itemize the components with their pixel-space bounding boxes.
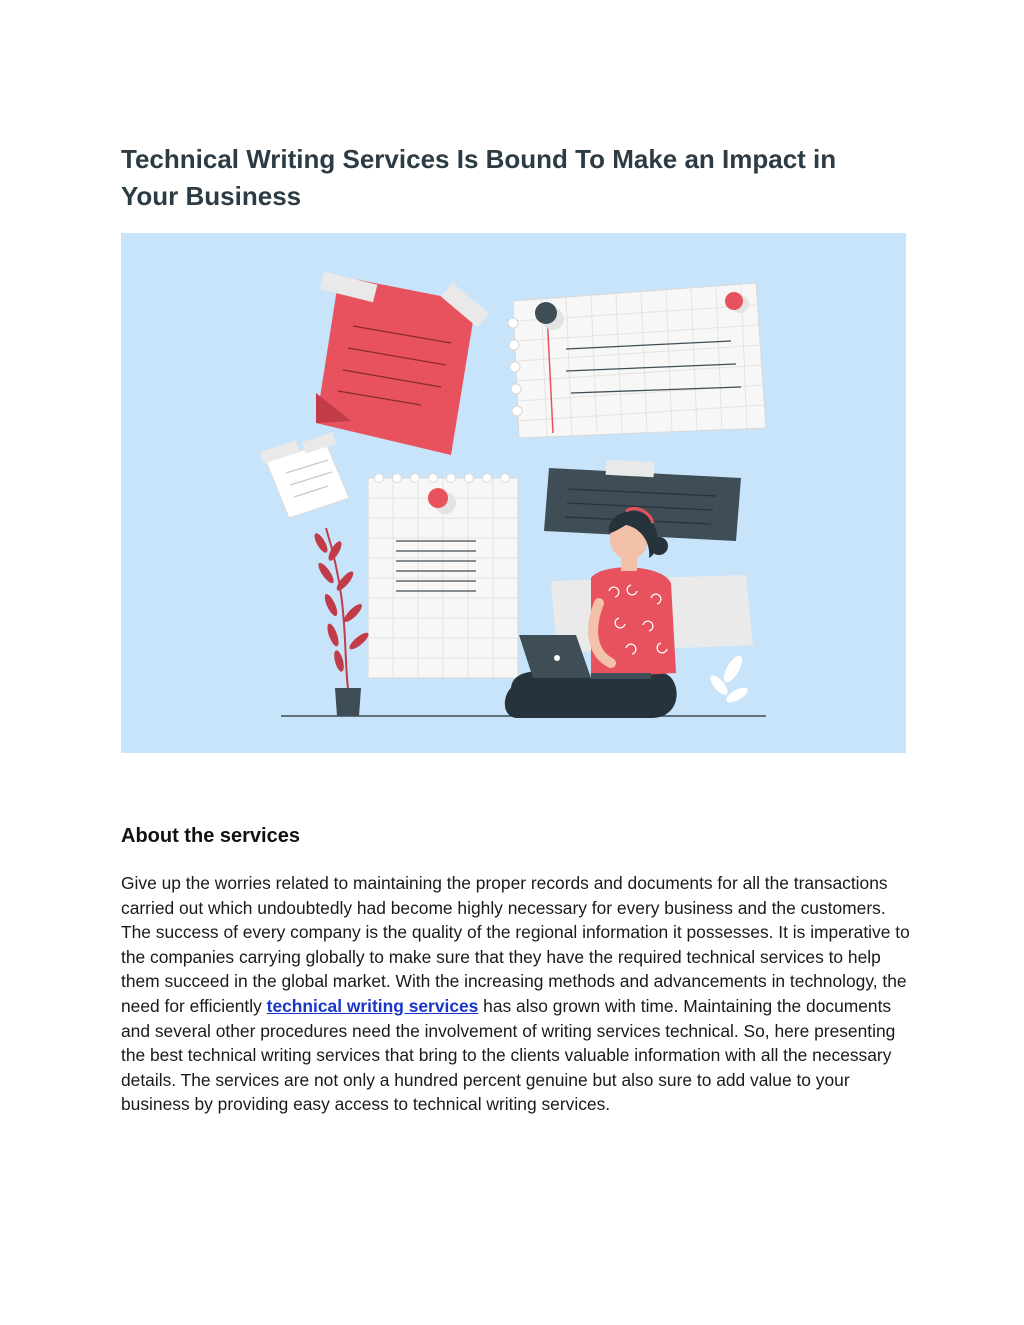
body-paragraph: [121, 871, 911, 1117]
notebook-page-middle-icon: [368, 474, 518, 679]
page-title: Technical Writing Services Is Bound To Make an Impact in Your Business: [121, 144, 837, 211]
person-with-laptop-icon: [505, 509, 677, 718]
small-paper-note-icon: [260, 432, 349, 518]
technical-writing-services-link[interactable]: technical writing services: [266, 995, 479, 1016]
paragraph-text-before-link: Give up the worries related to maintaining the proper records and documents for all the transactions carried out which undoubtedly had become highly necessary for every business and the customers. The success of every company is the quality of the regional information it possesses. It is imperative to the companies carrying globally to make sure that they have the required technical services to help them succeed in the global market. With the increasing methods and advancements in technology, the need for efficiently: [121, 873, 910, 1016]
leaves-icon: [707, 653, 749, 705]
paragraph-text-after-link: has also grown with time. Maintaining the documents and several other procedures need the involvement of writing services technical. So, here presenting the best technical writing services that bring to the clients valuable information with all the necessary details. The services are not only a hundred percent genuine but also sure to add value to your business by providing easy access to technical writing services.: [121, 995, 896, 1115]
red-sticky-note-icon: [316, 271, 489, 455]
section-heading: About the services: [121, 825, 300, 847]
notebook-page-top-right-icon: [508, 283, 766, 438]
plant-icon: [312, 528, 371, 716]
hero-illustration: [121, 233, 906, 753]
